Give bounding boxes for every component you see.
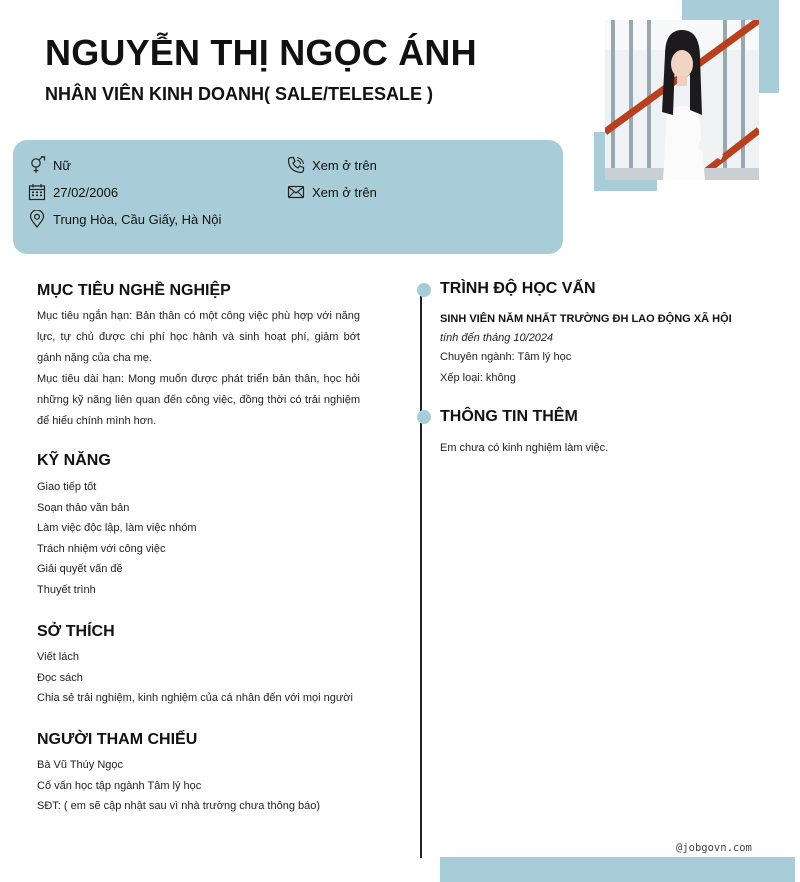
profile-photo: [605, 20, 759, 180]
list-item: Chia sẻ trải nghiệm, kinh nghiệm của cá nhân đến với mọi người: [37, 692, 353, 705]
skills-title: KỸ NĂNG: [37, 452, 111, 469]
list-item: Thuyết trình: [37, 583, 96, 596]
gender-icon: [28, 156, 46, 174]
contact-gender: [28, 156, 71, 174]
calendar-icon: [28, 183, 46, 201]
contact-info-box: [13, 140, 563, 254]
list-item: Trách nhiệm với công việc: [37, 542, 166, 555]
decor-block-bottom: [440, 857, 795, 882]
list-item: Soạn thảo văn bản: [37, 501, 130, 514]
education-rank: Xếp loại: không: [440, 372, 516, 384]
birthday-value: 27/02/2006: [53, 184, 119, 200]
additional-info-title: THÔNG TIN THÊM: [440, 408, 578, 425]
timeline-dot-additional: [417, 410, 431, 424]
list-item: Làm việc độc lập, làm việc nhóm: [37, 522, 197, 535]
gender-value: Nữ: [53, 157, 72, 173]
education-major: Chuyên ngành: Tâm lý học: [440, 351, 572, 363]
additional-info-text: Em chưa có kinh nghiệm làm việc.: [440, 442, 609, 454]
location-pin-icon: [28, 210, 46, 228]
timeline-line: [420, 290, 422, 858]
timeline-dot-education: [417, 283, 431, 297]
list-item: Cố vấn học tập ngành Tâm lý học: [37, 779, 202, 792]
references-title: NGƯỜI THAM CHIẾU: [37, 731, 198, 748]
objective-title: MỤC TIÊU NGHỀ NGHIỆP: [37, 282, 231, 299]
contact-birthday: [28, 183, 118, 201]
objective-long-term: Mục tiêu dài hạn: Mong muốn được phát triển bản thân, học hỏi những kỹ năng liên quan đến công việc, đồng thời có trải nghiệm để hiểu chính mình hơn.: [37, 373, 360, 427]
skills-list: [37, 477, 197, 601]
contact-email: [287, 183, 377, 201]
objective-short-term: Mục tiêu ngắn hạn: Bản thân có một công việc phù hợp với năng lực, tự chủ được chi phí học hành và sinh hoạt phí, giảm bớt gánh nặng của cha mẹ.: [37, 310, 360, 364]
list-item: Bà Vũ Thúy Ngọc: [37, 759, 124, 771]
list-item: Viết lách: [37, 651, 79, 663]
watermark: @jobgovn.com: [676, 842, 752, 854]
phone-value: Xem ở trên: [312, 157, 377, 173]
contact-phone: [287, 156, 377, 174]
contact-address: [28, 210, 221, 228]
education-school: SINH VIÊN NĂM NHẤT TRƯỜNG ĐH LAO ĐỘNG XÃ HỘI: [440, 313, 732, 325]
list-item: Giao tiếp tốt: [37, 481, 97, 493]
job-title: NHÂN VIÊN KINH DOANH( SALE/TELESALE ): [45, 84, 434, 104]
references-list: [37, 755, 320, 817]
candidate-name: NGUYỄN THỊ NGỌC ÁNH: [45, 32, 477, 73]
email-value: Xem ở trên: [312, 184, 377, 200]
list-item: Giải quyết vấn đề: [37, 563, 123, 576]
hobbies-title: SỞ THÍCH: [37, 623, 115, 640]
hobbies-list: [37, 647, 353, 709]
address-value: Trung Hòa, Cầu Giấy, Hà Nội: [53, 211, 222, 227]
education-period: tính đến tháng 10/2024: [440, 332, 554, 344]
phone-icon: [287, 156, 305, 174]
education-title: TRÌNH ĐỘ HỌC VẤN: [440, 280, 596, 297]
envelope-icon: [287, 183, 305, 201]
list-item: Đọc sách: [37, 671, 83, 684]
list-item: SĐT: ( em sẽ cập nhật sau vì nhà trường chưa thông báo): [37, 800, 321, 813]
